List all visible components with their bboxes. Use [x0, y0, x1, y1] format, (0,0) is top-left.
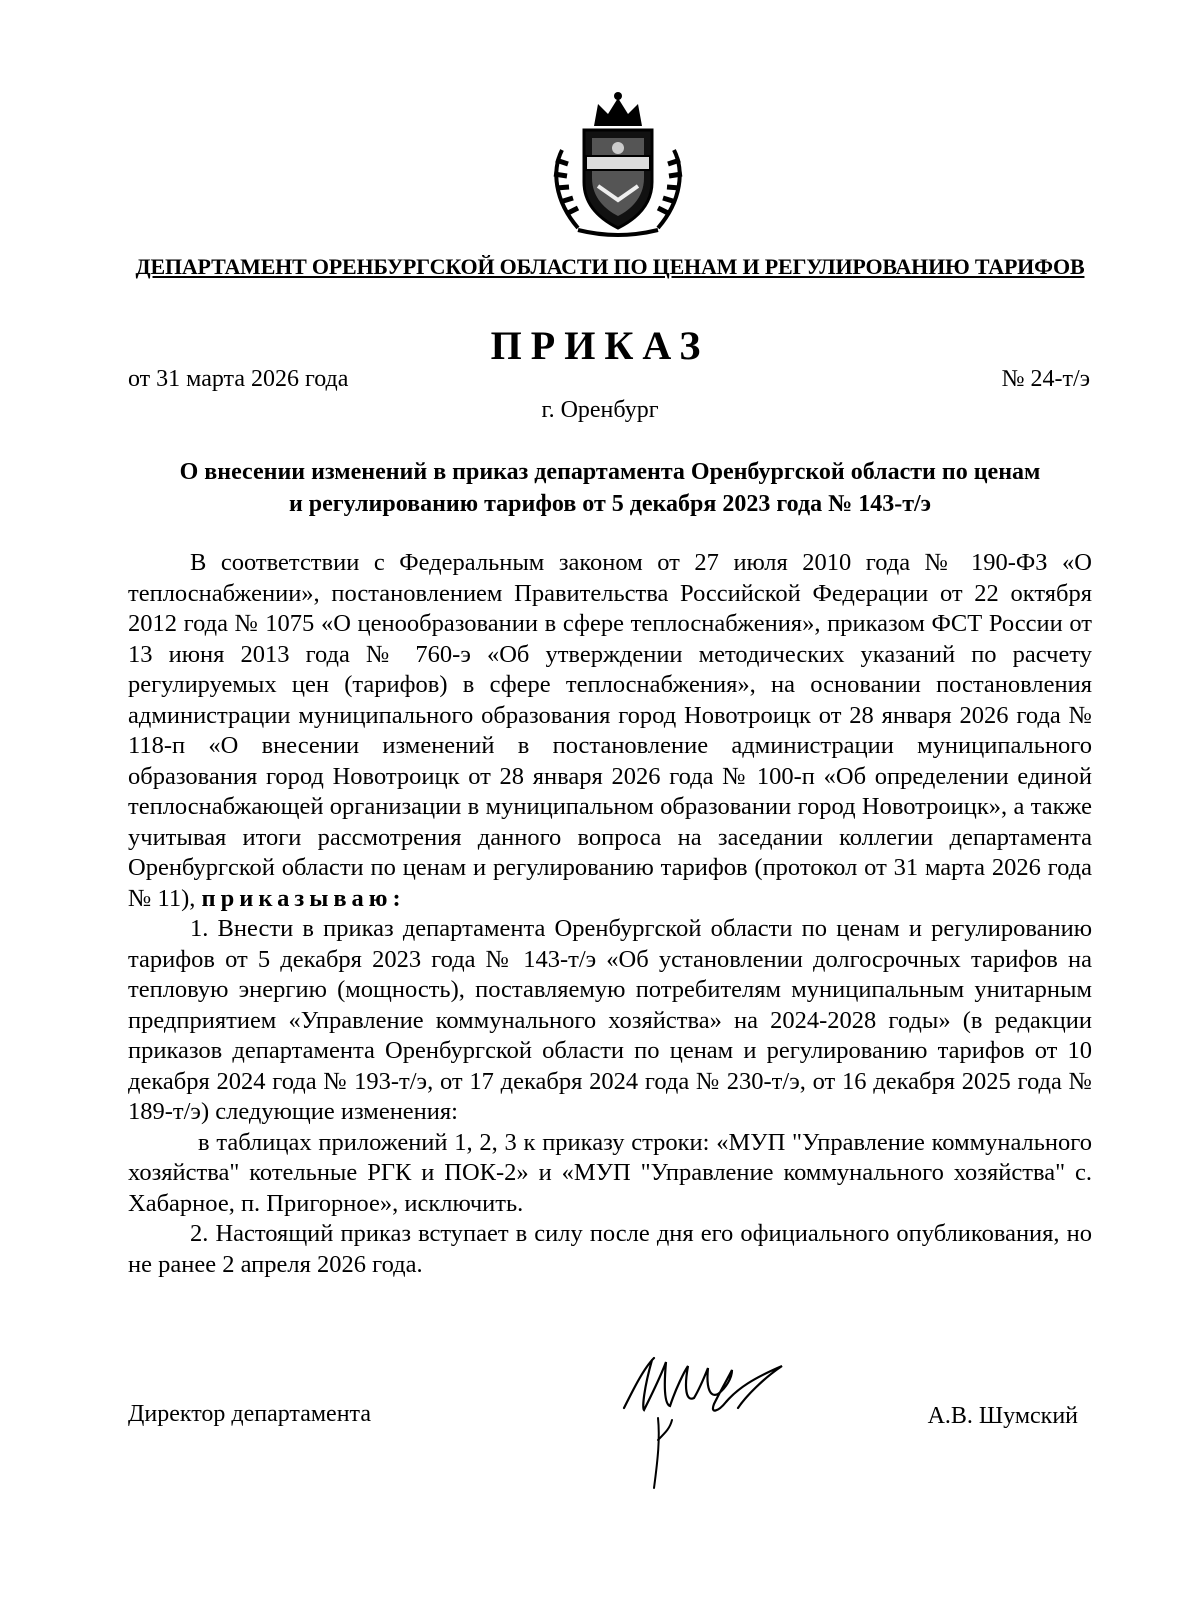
document-subject [130, 456, 1090, 520]
document-body [128, 548, 1092, 1280]
item-1-paragraph: 1. Внести в приказ департамента Оренбургской области по ценам и регулированию тарифов от 5 декабря 2023 года № 143-т/э «Об установлении долгосрочных тарифов на тепловую энергию (мощность), поставляемую потребителям муниципальным унитарным предприятием «Управление коммунального хозяйства» на 2024-2028 годы» (в редакции приказов департамента Оренбургской области по ценам и регулированию тарифов от 10 декабря 2024 года № 193-т/э, от 17 декабря 2024 года № 230-т/э, от 16 декабря 2025 года № 189-т/э) следующие изменения: [128, 915, 1092, 1125]
preamble-text: В соответствии с Федеральным законом от 27 июля 2010 года № 190-ФЗ «О теплоснабжении», постановлением Правительства Российской Федерации от 22 октября 2012 года № 1075 «О ценообразовании в сфере теплоснабжения», приказом ФСТ России от 13 июня 2013 года № 760-э «Об утверждении методических указаний по расчету регулируемых цен (тарифов) в сфере теплоснабжения», на основании постановления администрации муниципального образования город Новотроицк от 28 января 2026 года № 118-п «О внесении изменений в постановление администрации муниципального образования город Новотроицк от 28 января 2026 года № 100-п «Об определении единой теплоснабжающей организации в муниципальном образовании город Новотроицк», а также учитывая итоги рассмотрения данного вопроса на заседании коллегии департамента Оренбургской области по ценам и регулированию тарифов (протокол от 31 марта 2026 года № 11), [128, 549, 1092, 912]
document-number: № 24-т/э [1001, 366, 1090, 392]
document-date: от 31 марта 2026 года [128, 366, 349, 392]
subject-line-2: и регулированию тарифов от 5 декабря 2023 года № 143-т/э [288, 491, 932, 517]
signer-name: А.В. Шумский [927, 1403, 1078, 1429]
document-type-title: ПРИКАЗ [490, 323, 710, 368]
subject-line-1: О внесении изменений в приказ департамента Оренбургской области по ценам [179, 459, 1041, 485]
item-1-subparagraph: в таблицах приложений 1, 2, 3 к приказу строки: «МУП "Управление коммунального хозяйства" котельные РГК и ПОК-2» и «МУП "Управление коммунального хозяйства" с. Хабарное, п. Пригорное», исключить. [128, 1128, 1092, 1217]
department-name: ДЕПАРТАМЕНТ ОРЕНБУРГСКОЙ ОБЛАСТИ ПО ЦЕНАМ И РЕГУЛИРОВАНИЮ ТАРИФОВ [135, 254, 1085, 279]
document-city: г. Оренбург [541, 397, 659, 423]
handwritten-signature-icon [614, 1348, 814, 1498]
signer-title: Директор департамента [128, 1401, 371, 1427]
order-word: приказываю: [201, 884, 406, 912]
item-2-paragraph: 2. Настоящий приказ вступает в силу после дня его официального опубликования, но не ранее 2 апреля 2026 года. [128, 1220, 1092, 1278]
preamble-paragraph [128, 548, 1092, 914]
coat-of-arms-icon [548, 90, 688, 238]
